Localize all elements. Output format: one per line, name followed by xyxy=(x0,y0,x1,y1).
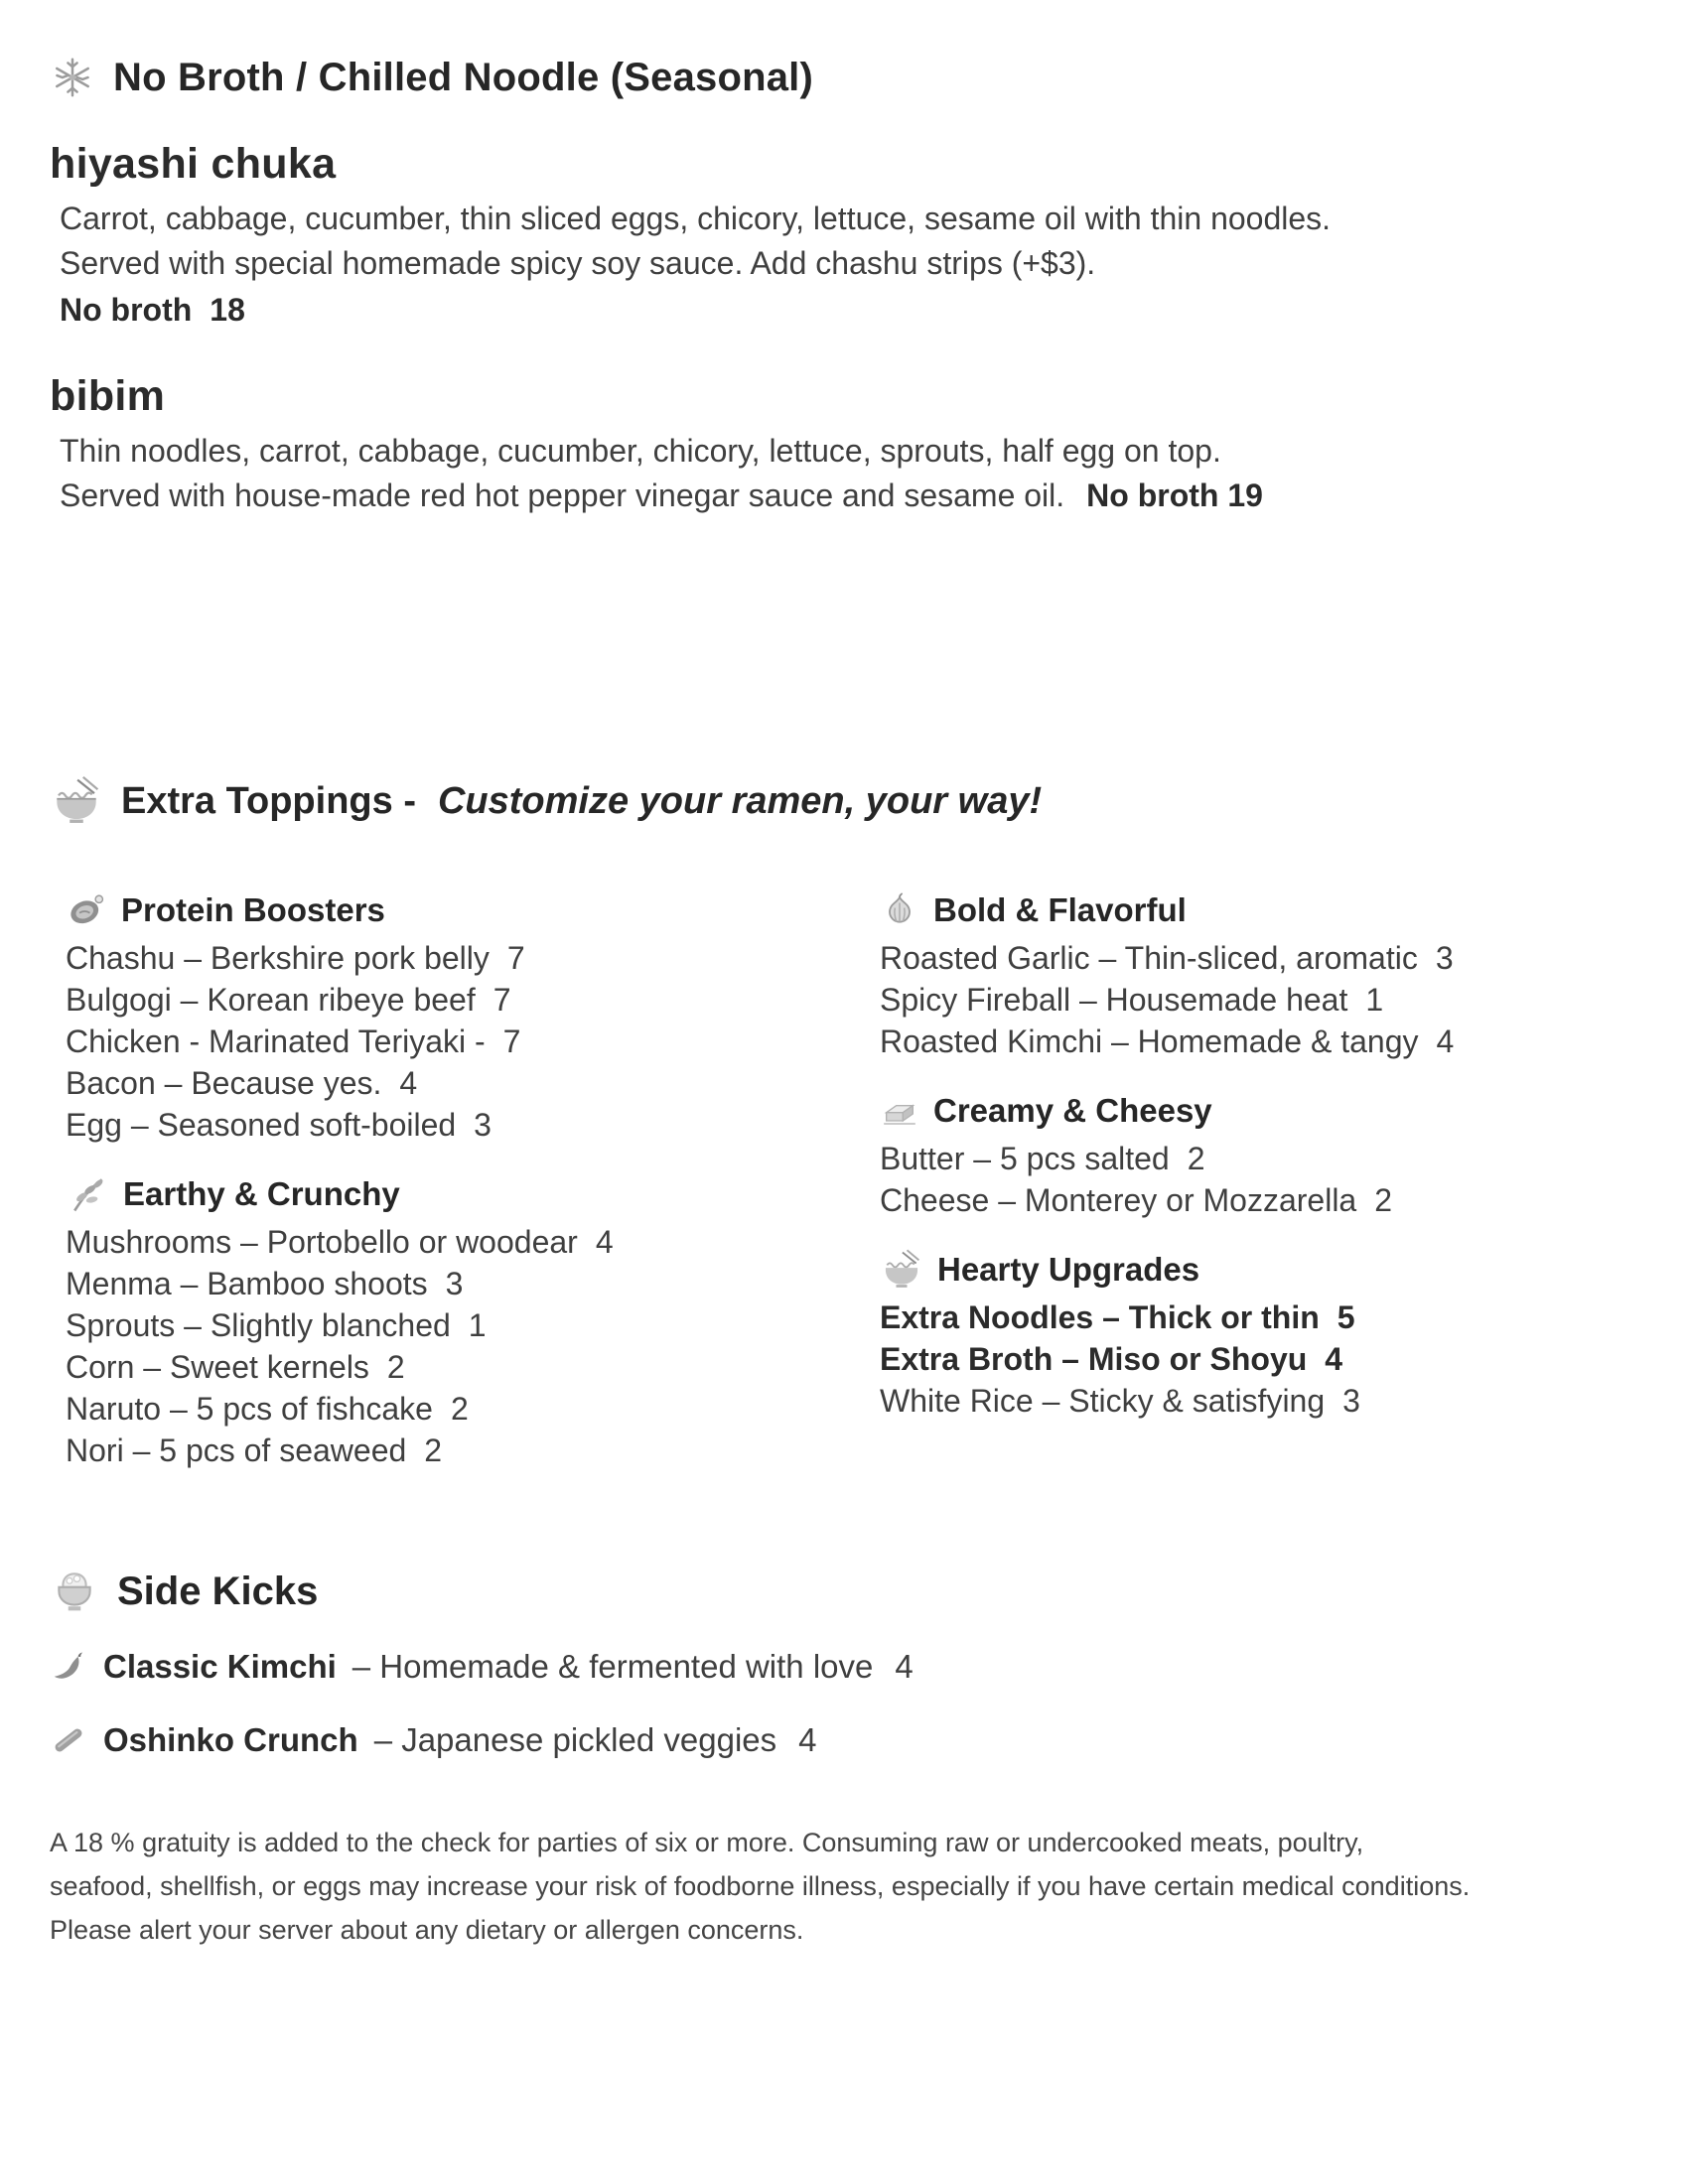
ramen-bowl-icon xyxy=(50,774,103,828)
item-price: 7 xyxy=(502,1024,521,1059)
side-item-desc: – Japanese pickled veggies xyxy=(373,1721,777,1758)
sides-section-header xyxy=(50,1567,1638,1616)
topping-item: Naruto – 5 pcs of fishcake 2 xyxy=(66,1391,469,1427)
topping-item: Egg – Seasoned soft-boiled 3 xyxy=(66,1107,492,1143)
group-earthy-crunchy xyxy=(66,1171,880,1471)
topping-item: Sprouts – Slightly blanched 1 xyxy=(66,1307,487,1343)
toppings-section-subtitle: Customize your ramen, your way! xyxy=(437,779,1043,822)
dish-bibim xyxy=(50,372,1638,518)
item-price: 2 xyxy=(1374,1182,1393,1218)
dish-description: Carrot, cabbage, cucumber, thin sliced eggs, chicory, lettuce, sesame oil with thin noodles. Served with special homemade spicy soy sauce. Add chashu strips (+$3). xyxy=(60,201,1332,281)
side-item-classic-kimchi xyxy=(50,1644,1638,1690)
toppings-section-header xyxy=(50,774,1638,828)
ramen-bowl-icon xyxy=(880,1248,923,1292)
item-price: 2 xyxy=(450,1391,469,1427)
side-item-name: Oshinko Crunch xyxy=(103,1721,358,1758)
group-bold-flavorful xyxy=(880,887,1638,1062)
item-price: 2 xyxy=(424,1433,443,1468)
group-title: Earthy & Crunchy xyxy=(123,1175,400,1212)
butter-icon xyxy=(880,1091,919,1131)
dish-name: hiyashi chuka xyxy=(50,140,337,188)
rice-bowl-icon xyxy=(50,1567,99,1616)
toppings-right-column xyxy=(880,887,1638,1497)
group-title: Creamy & Cheesy xyxy=(933,1092,1212,1129)
group-creamy-cheesy xyxy=(880,1088,1638,1221)
dish-name: bibim xyxy=(50,372,166,420)
topping-item: White Rice – Sticky & satisfying 3 xyxy=(880,1383,1360,1419)
item-price: 3 xyxy=(445,1266,464,1301)
item-price: 4 xyxy=(1325,1341,1343,1377)
snowflake-icon xyxy=(50,55,95,100)
topping-item: Bulgogi – Korean ribeye beef 7 xyxy=(66,982,511,1018)
item-price: 4 xyxy=(595,1224,614,1260)
item-price: 2 xyxy=(1187,1141,1205,1176)
item-price: 7 xyxy=(492,982,511,1018)
item-price: 3 xyxy=(474,1107,492,1143)
dish-price-line: No broth 19 xyxy=(1086,478,1263,513)
toppings-left-column xyxy=(66,887,880,1497)
dish-hiyashi-chuka xyxy=(50,140,1638,333)
sides-section-title: Side Kicks xyxy=(117,1569,319,1613)
item-price: 3 xyxy=(1435,940,1454,976)
item-price: 1 xyxy=(468,1307,487,1343)
topping-item: Roasted Garlic – Thin-sliced, aromatic 3 xyxy=(880,940,1454,976)
topping-item: Butter – 5 pcs salted 2 xyxy=(880,1141,1205,1176)
group-title: Bold & Flavorful xyxy=(933,891,1187,928)
item-price: 4 xyxy=(1436,1024,1455,1059)
side-item-oshinko-crunch xyxy=(50,1717,1638,1763)
topping-item: Extra Broth – Miso or Shoyu 4 xyxy=(880,1341,1343,1377)
item-price: 2 xyxy=(386,1349,405,1385)
topping-item: Corn – Sweet kernels 2 xyxy=(66,1349,405,1385)
garlic-icon xyxy=(880,890,919,930)
dish-price: 19 xyxy=(1227,478,1263,513)
topping-item: Bacon – Because yes. 4 xyxy=(66,1065,418,1101)
dish-price: 18 xyxy=(210,292,245,328)
group-hearty-upgrades xyxy=(880,1247,1638,1422)
side-item-name: Classic Kimchi xyxy=(103,1648,337,1685)
topping-item: Spicy Fireball – Housemade heat 1 xyxy=(880,982,1384,1018)
group-protein-boosters xyxy=(66,887,880,1146)
topping-item: Mushrooms – Portobello or woodear 4 xyxy=(66,1224,614,1260)
side-item-desc: – Homemade & fermented with love xyxy=(352,1648,874,1685)
toppings-section-title: Extra Toppings - xyxy=(121,779,416,822)
topping-item: Menma – Bamboo shoots 3 xyxy=(66,1266,464,1301)
item-price: 1 xyxy=(1365,982,1384,1018)
dish-price-line: No broth 18 xyxy=(60,292,245,328)
toppings-columns xyxy=(50,887,1638,1497)
meat-icon xyxy=(66,889,107,931)
item-price: 4 xyxy=(399,1065,418,1101)
topping-item: Cheese – Monterey or Mozzarella 2 xyxy=(880,1182,1393,1218)
chilled-section-title: No Broth / Chilled Noodle (Seasonal) xyxy=(113,55,814,99)
item-price: 5 xyxy=(1336,1299,1355,1335)
topping-item: Chicken - Marinated Teriyaki - 7 xyxy=(66,1024,521,1059)
topping-item: Extra Noodles – Thick or thin 5 xyxy=(880,1299,1355,1335)
topping-item: Roasted Kimchi – Homemade & tangy 4 xyxy=(880,1024,1455,1059)
cucumber-icon xyxy=(50,1721,87,1759)
herb-icon xyxy=(66,1172,109,1216)
gratuity-disclaimer: A 18 % gratuity is added to the check for parties of six or more. Consuming raw or undercooked meats, poultry, seafood, shellfish, or eggs may increase your risk of foodborne illness, especially if you have certain medical conditions. Please alert your server about any dietary or allergen concerns. xyxy=(50,1828,1471,1945)
chili-pepper-icon xyxy=(50,1648,87,1686)
dish-description: Thin noodles, carrot, cabbage, cucumber, chicory, lettuce, sprouts, half egg on top. Served with house-made red hot pepper vinegar sauce and sesame oil. No broth 19 xyxy=(60,433,1263,513)
chilled-section-header xyxy=(50,55,1638,100)
topping-item: Nori – 5 pcs of seaweed 2 xyxy=(66,1433,443,1468)
side-item-price: 4 xyxy=(895,1648,914,1685)
group-title: Protein Boosters xyxy=(121,891,385,928)
item-price: 3 xyxy=(1342,1383,1360,1419)
side-item-price: 4 xyxy=(798,1721,817,1758)
topping-item: Chashu – Berkshire pork belly 7 xyxy=(66,940,525,976)
group-title: Hearty Upgrades xyxy=(937,1251,1200,1288)
item-price: 7 xyxy=(506,940,525,976)
